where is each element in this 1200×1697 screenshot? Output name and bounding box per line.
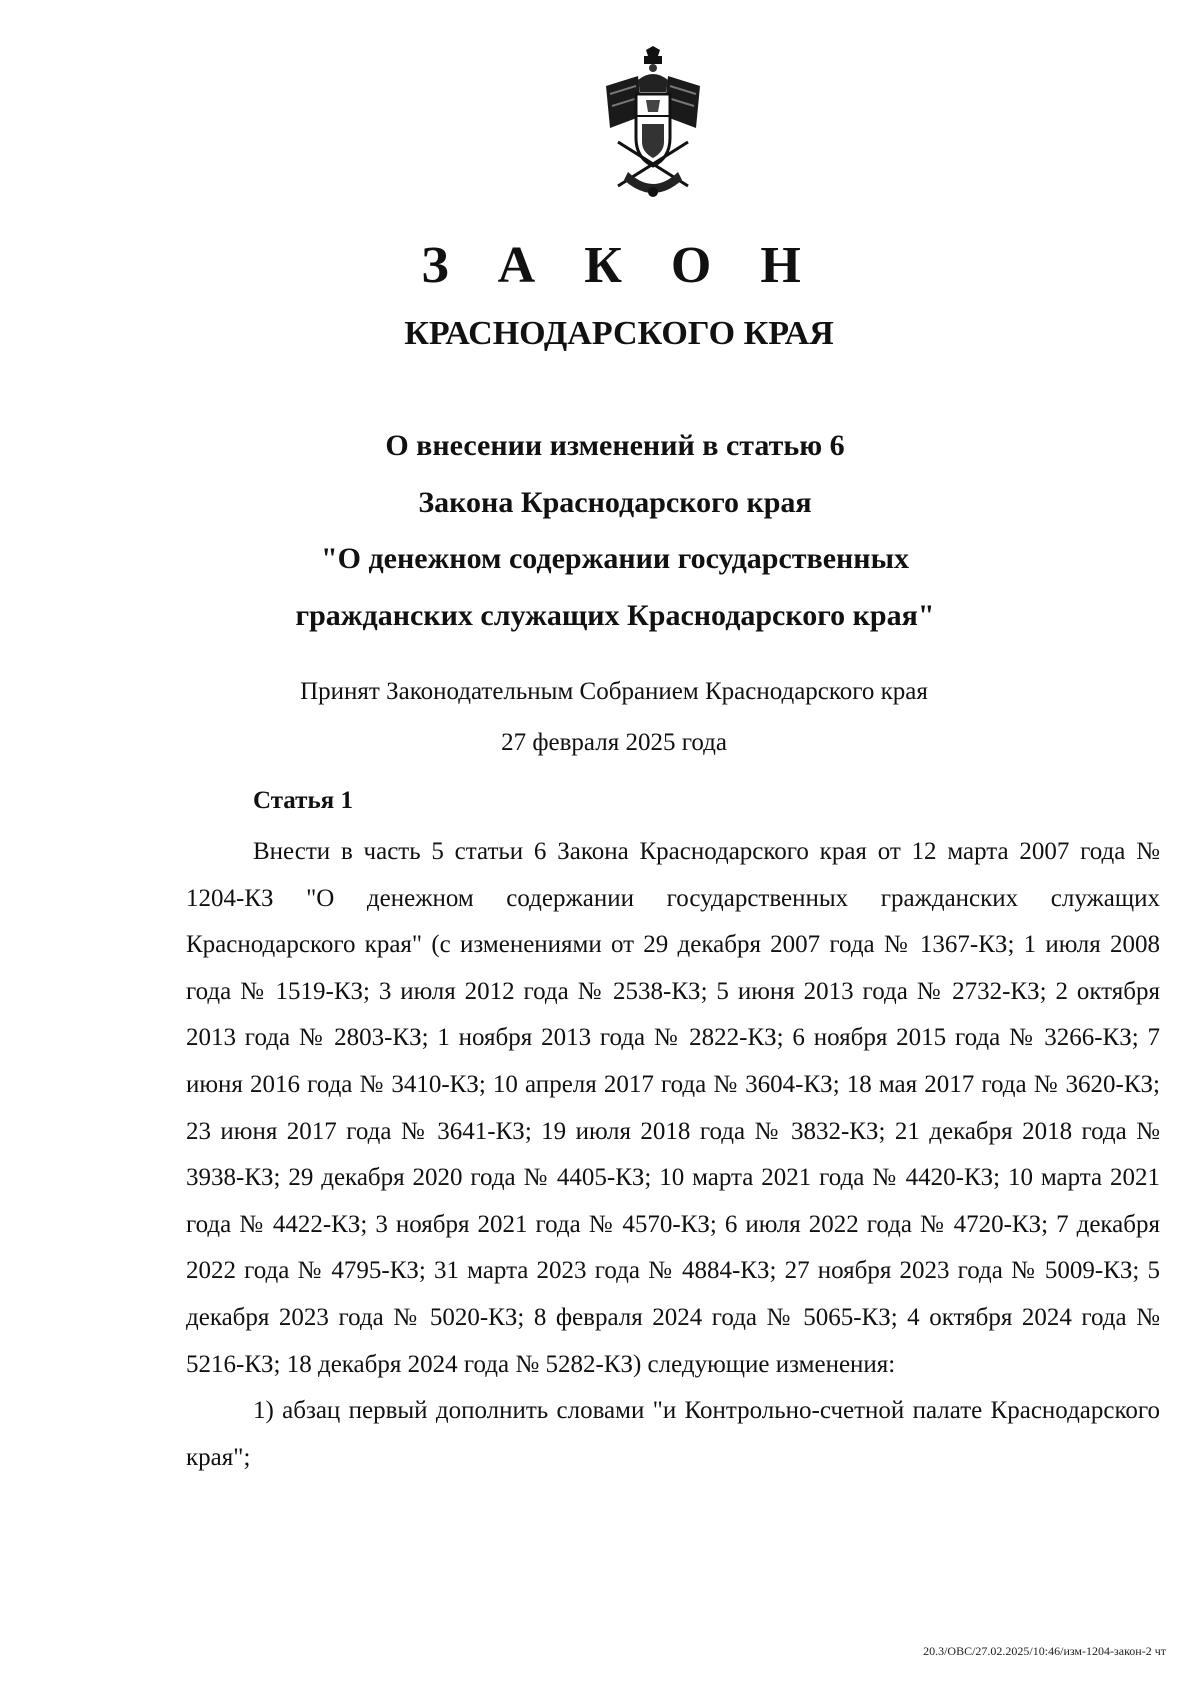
krasnodar-coat-of-arms-icon [598, 46, 708, 204]
law-title: З А К О Н [421, 237, 819, 294]
heading-line: О внесении изменений в статью 6 [385, 429, 845, 462]
article-1-body [186, 829, 1160, 1481]
article-item: 1) абзац первый дополнить словами "и Контрольно-счетной палате Краснодарского края"; [186, 1397, 1160, 1471]
heading-line: "О денежном содержании государственных [320, 542, 910, 575]
adoption-note [0, 666, 1200, 768]
article-1-title: Статья 1 [253, 787, 353, 814]
heading-line: Закона Краснодарского края [418, 485, 812, 519]
article-paragraph: Внести в часть 5 статьи 6 Закона Краснодарского края от 12 марта 2007 года № 1204-КЗ "О денежном содержании государственных гражданских служащих Краснодарского края" (с изменениями от 29 декабря 2007 года № 1367-КЗ; 1 июля 2008 года № 1519-КЗ; 3 июля 2012 года № 2538-КЗ; 5 июня 2013 года № 2732-КЗ; 2 октября 2013 года № 2803-КЗ; 1 ноября 2013 года № 2822-КЗ; 6 ноября 2015 года № 3266-КЗ; 7 июня 2016 года № 3410-КЗ; 10 апреля 2017 года № 3604-КЗ; 18 мая 2017 года № 3620-КЗ; 23 июня 2017 года № 3641-КЗ; 19 июля 2018 года № 3832-КЗ; 21 декабря 2018 года № 3938-КЗ; 29 декабря 2020 года № 4405-КЗ; 10 марта 2021 года № 4420-КЗ; 10 марта 2021 года № 4422-КЗ; 3 ноября 2021 года № 4570-КЗ; 6 июля 2022 года № 4720-КЗ; 7 декабря 2022 года № 4795-КЗ; 31 марта 2023 года № 4884-КЗ; 27 ноября 2023 года № 5009-КЗ; 5 декабря 2023 года № 5020-КЗ; 8 февраля 2024 года № 5065-КЗ; 4 октября 2024 года № 5216-КЗ; 18 декабря 2024 года № 5282-КЗ) следующие изменения: [186, 838, 1160, 1378]
heading-line: гражданских служащих Краснодарского края" [295, 598, 935, 632]
adoption-date: 27 февраля 2025 года [501, 729, 727, 756]
document-stamp: 20.3/ОВС/27.02.2025/10:46/изм-1204-закон-2 чт [923, 1644, 1166, 1658]
adoption-body: Принят Законодательным Собранием Краснодарского края [300, 678, 928, 705]
region-heading: КРАСНОДАРСКОГО КРАЯ [404, 315, 834, 352]
law-subject-heading [0, 418, 1200, 644]
